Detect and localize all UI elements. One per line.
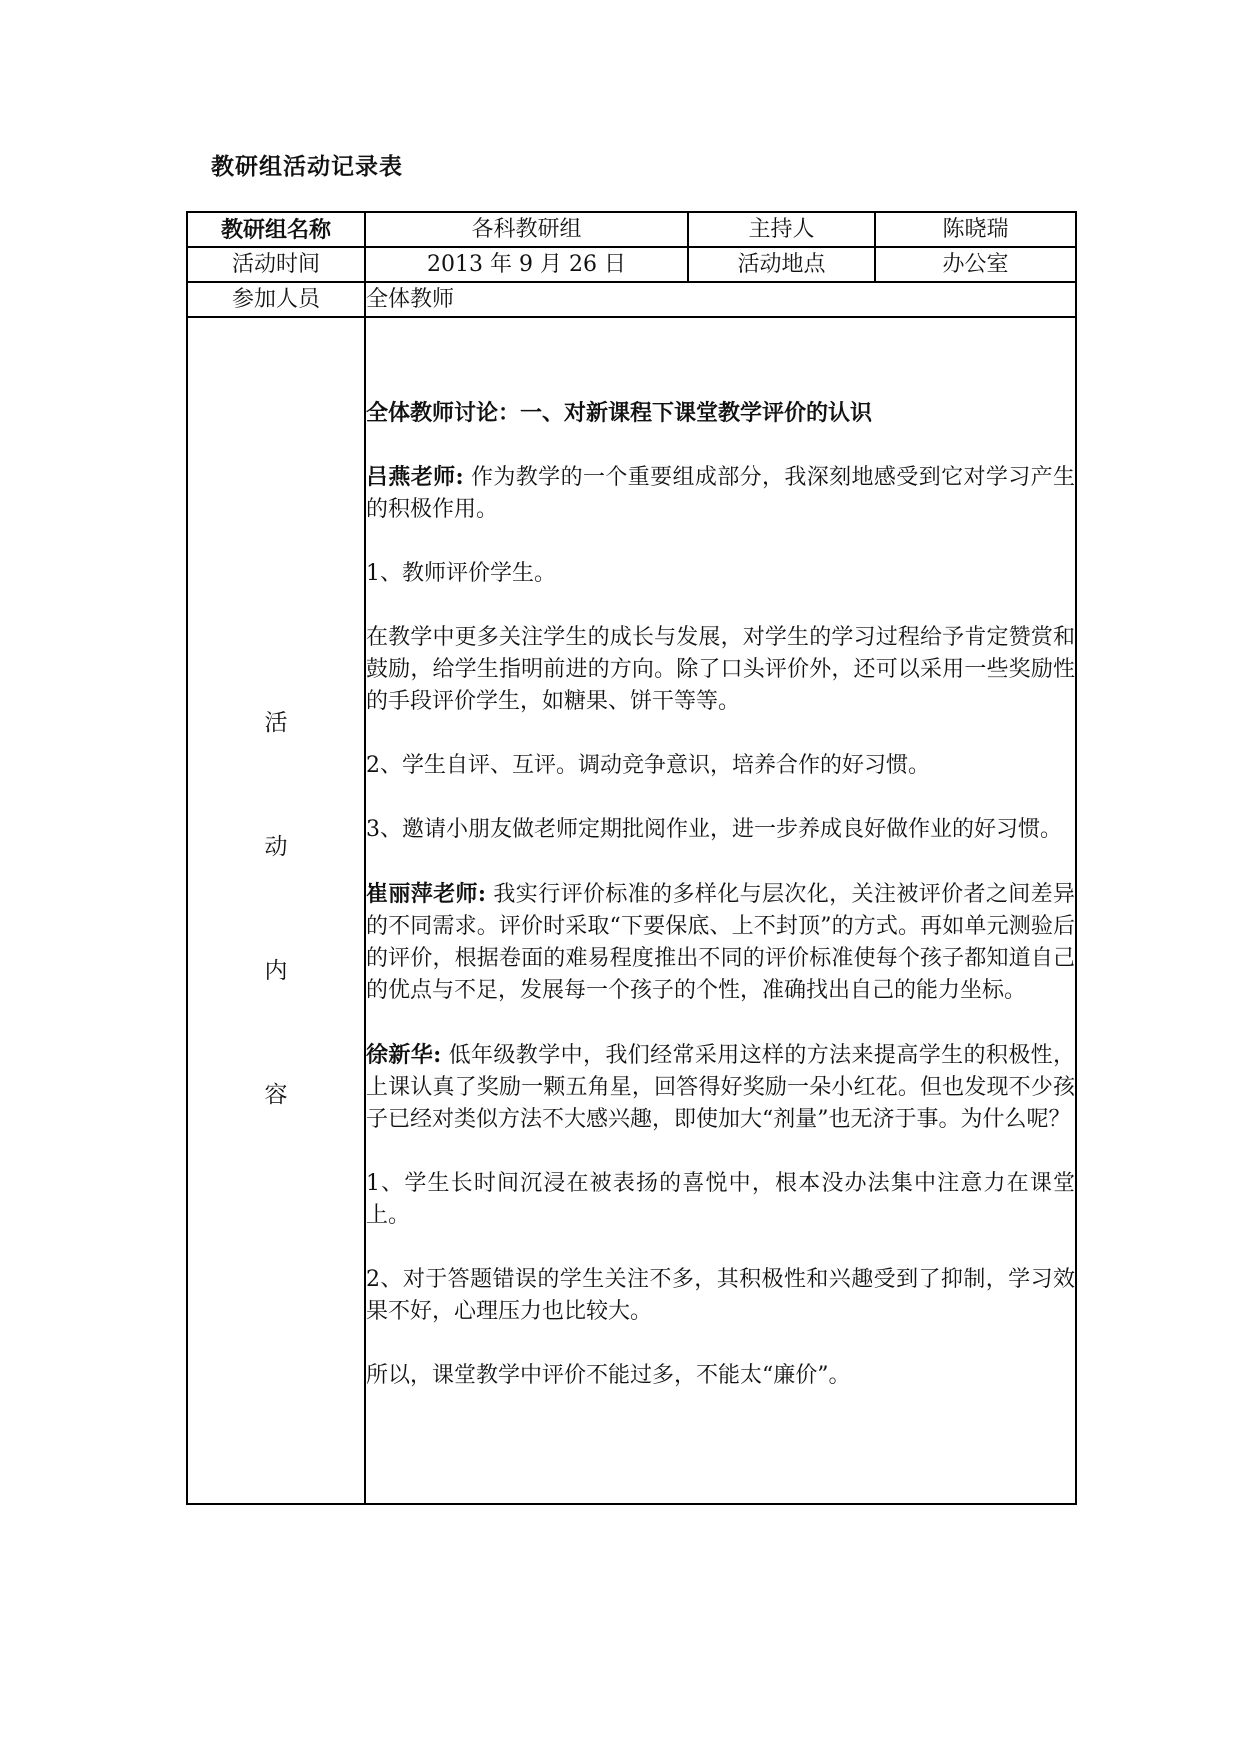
table-row-content	[187, 317, 1076, 1504]
content-paragraph: 在教学中更多关注学生的成长与发展，对学生的学习过程给予肯定赞赏和鼓励，给学生指明前进的方向。除了口头评价外，还可以采用一些奖励性的手段评价学生，如糖果、饼干等等。	[366, 625, 1075, 714]
content-label-char: 动	[264, 833, 288, 860]
activity-record-table	[186, 211, 1077, 1505]
activity-content-label	[187, 317, 365, 1504]
content-paragraph: 2、学生自评、互评。调动竞争意识，培养合作的好习惯。	[366, 753, 930, 778]
content-label-char: 内	[264, 957, 288, 984]
group-name-value: 各科教研组	[365, 212, 688, 247]
speaker-name: 崔丽萍老师:	[366, 881, 487, 907]
activity-place-label: 活动地点	[688, 247, 875, 282]
activity-content	[365, 317, 1076, 1504]
content-paragraph	[366, 1039, 1075, 1136]
content-label-char: 活	[264, 709, 288, 736]
table-row-time-place	[187, 247, 1076, 282]
content-heading: 全体教师讨论：一、对新课程下课堂教学评价的认识	[366, 400, 873, 426]
content-paragraph	[366, 878, 1075, 1007]
content-paragraph: 1、学生长时间沉浸在被表扬的喜悦中，根本没办法集中注意力在课堂上。	[366, 1171, 1075, 1228]
host-label: 主持人	[688, 212, 875, 247]
participants-label: 参加人员	[187, 282, 365, 317]
content-paragraph: 2、对于答题错误的学生关注不多，其积极性和兴趣受到了抑制，学习效果不好，心理压力也比较大。	[366, 1267, 1075, 1324]
table-row-participants	[187, 282, 1076, 317]
speaker-text: 低年级教学中，我们经常采用这样的方法来提高学生的积极性，上课认真了奖励一颗五角星，回答得好奖励一朵小红花。但也发现不少孩子已经对类似方法不大感兴趣，即使加大“剂量”也无济于事。为什么呢？	[366, 1043, 1076, 1132]
content-label-char: 容	[264, 1081, 288, 1108]
activity-time-label: 活动时间	[187, 247, 365, 282]
content-paragraph: 3、邀请小朋友做老师定期批阅作业，进一步养成良好做作业的好习惯。	[366, 817, 1062, 842]
speaker-text: 作为教学的一个重要组成部分，我深刻地感受到它对学习产生的积极作用。	[366, 465, 1075, 522]
group-name-label: 教研组名称	[187, 212, 365, 247]
content-paragraph: 所以，课堂教学中评价不能过多，不能太“廉价”。	[366, 1363, 851, 1388]
speaker-name: 徐新华:	[366, 1042, 442, 1068]
document-title: 教研组活动记录表	[211, 153, 403, 180]
activity-time-value: 2013 年 9 月 26 日	[365, 247, 688, 282]
content-paragraph: 1、教师评价学生。	[366, 561, 556, 586]
speaker-name: 吕燕老师:	[366, 464, 464, 490]
table-row-group-host	[187, 212, 1076, 247]
activity-place-value: 办公室	[875, 247, 1076, 282]
activity-content-label-chars	[265, 710, 288, 1108]
participants-value: 全体教师	[365, 282, 1076, 317]
host-value: 陈晓瑞	[875, 212, 1076, 247]
content-paragraph	[366, 461, 1075, 526]
speaker-text: 我实行评价标准的多样化与层次化，关注被评价者之间差异的不同需求。评价时采取“下要保底、上不封顶”的方式。再如单元测验后的评价，根据卷面的难易程度推出不同的评价标准使每个孩子都知道自己的优点与不足，发展每一个孩子的个性，准确找出自己的能力坐标。	[366, 882, 1076, 1003]
